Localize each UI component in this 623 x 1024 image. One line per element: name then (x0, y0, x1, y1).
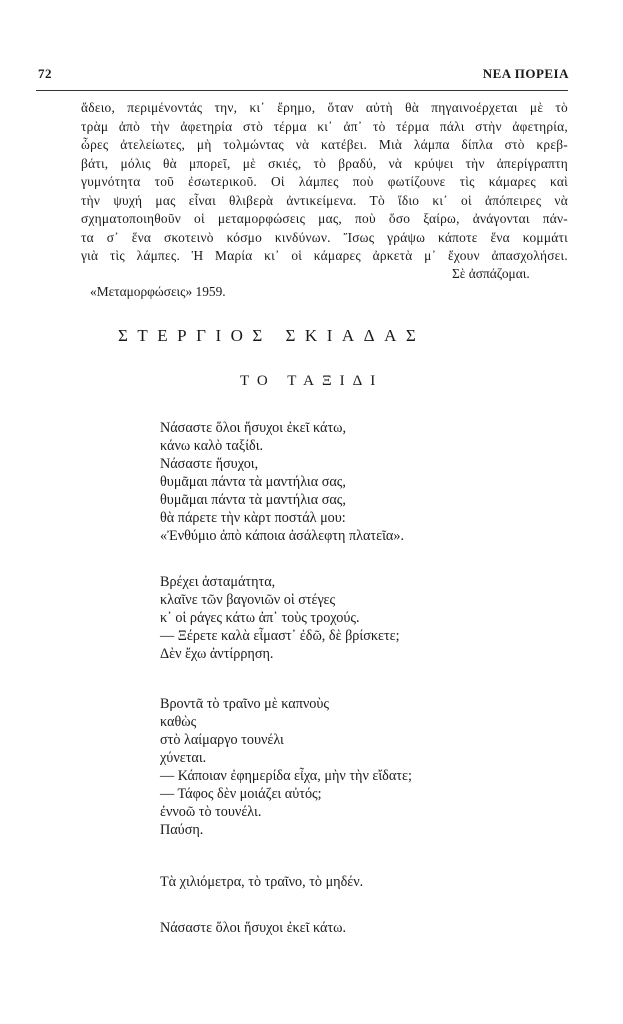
verse-line: «Ἐνθύμιο ἀπὸ κάποια ἀσάλεφτη πλατεῖα». (160, 528, 404, 544)
prose-line: ἄδειο, περιμένοντάς την, κι᾿ ἔρημο, ὅταν αὐτὴ θὰ πηγαινοέρχεται μὲ τὸ (81, 100, 568, 115)
verse-line: — Κάποιαν ἐφημερίδα εἶχα, μὴν τὴν εἴδατε; (160, 768, 412, 784)
page-number: 72 (38, 66, 52, 81)
verse-line: κλαῖνε τῶν βαγονιῶν οἱ στέγες (160, 592, 336, 608)
verse-line: Νάσαστε ἥσυχοι, (160, 456, 259, 472)
closing-salutation: Σὲ ἀσπάζομαι. (452, 266, 530, 281)
verse-line: θυμᾶμαι πάντα τὰ μαντήλια σας, (160, 474, 346, 490)
verse-line: ἐννοῶ τὸ τουνέλι. (160, 804, 262, 820)
verse-line: Παύση. (160, 822, 204, 838)
prose-line: τὴν ψυχή μας εἶναι θλιβερὰ ἀντικείμενα. Τὸ ἴδιο κι᾿ οἱ ἀπόπειρες νὰ (81, 192, 568, 208)
prose-line: σχηματοποιηθοῦν οἱ μεταμορφώσεις μας, ποὺ ὅσο ξαίρω, ἀνάγονται πάν- (81, 211, 568, 226)
verse-line: Βροντᾶ τὸ τραῖνο μὲ καπνοὺς (160, 696, 330, 712)
prose-line: βάτι, μόλις θὰ μπορεῖ, μὲ σκιές, τὸ βραδύ, νὰ κρύψει τὴν ἀπερίγραπτη (81, 155, 568, 171)
verse-line: κάνω καλὸ ταξίδι. (160, 438, 264, 454)
poem-author: ΣΤΕΡΓΙΟΣ ΣΚΙΑΔΑΣ (118, 326, 426, 345)
verse-line: — Τάφος δὲν μοιάζει αὐτός; (160, 786, 322, 802)
running-head-journal-title: ΝΕΑ ΠΟΡΕΙΑ (482, 66, 569, 81)
verse-line: θὰ πάρετε τὴν κὰρτ ποστάλ μου: (160, 510, 346, 526)
prose-line: γιὰ τὶς λάμπες. Ἡ Μαρία κι᾿ οἱ κάμαρες ἀρκετὰ μ᾿ ἔχουν ἀπασχολήσει. (81, 248, 568, 263)
verse-line-final-2: Νάσαστε ὅλοι ἥσυχοι ἐκεῖ κάτω. (160, 920, 347, 936)
prose-line: τα σ᾿ ἕνα σκοτεινὸ κόσμο κινδύνων. Ἴσως γράψω κάποτε ἕνα κομμάτι (81, 229, 568, 245)
poem-title: ΤΟ ΤΑΞΙΔΙ (240, 373, 384, 389)
verse-line: θυμᾶμαι πάντα τὰ μαντήλια σας, (160, 492, 346, 508)
verse-line: καθὼς (160, 714, 197, 730)
verse-line: κ᾿ οἱ ράγες κάτω ἀπ᾿ τοὺς τροχούς. (160, 610, 360, 626)
header-rule (36, 90, 568, 91)
verse-line: — Ξέρετε καλὰ εἶμαστ᾿ ἐδῶ, δὲ βρίσκετε; (160, 628, 400, 644)
verse-line: χύνεται. (160, 750, 207, 766)
verse-line-final-1: Τὰ χιλιόμετρα, τὸ τραῖνο, τὸ μηδέν. (160, 874, 364, 890)
prose-line: τρὰμ ἀπὸ τὴν ἀφετηρία στὸ τέρμα κι᾿ ἀπ᾿ τὸ τέρμα πάλι στὴν ἀφετηρία, (81, 118, 568, 134)
source-citation: «Μεταμορφώσεις» 1959. (90, 284, 226, 299)
prose-line: γυμνότητα τοῦ ἐσωτερικοῦ. Οἱ λάμπες ποὺ φωτίζουνε τὶς κάμαρες καὶ (81, 174, 568, 189)
verse-line: Νάσαστε ὅλοι ἥσυχοι ἐκεῖ κάτω, (160, 420, 347, 436)
prose-line: ὧρες ἀτελείωτες, μὴ τολμώντας νὰ κατέβει. Μιὰ λάμπα δίπλα στὸ κρεβ- (81, 137, 568, 152)
verse-line: Βρέχει ἀσταμάτητα, (160, 574, 276, 590)
verse-line: στὸ λαίμαργο τουνέλι (160, 732, 284, 748)
verse-line: Δὲν ἔχω ἀντίρρηση. (160, 646, 274, 662)
